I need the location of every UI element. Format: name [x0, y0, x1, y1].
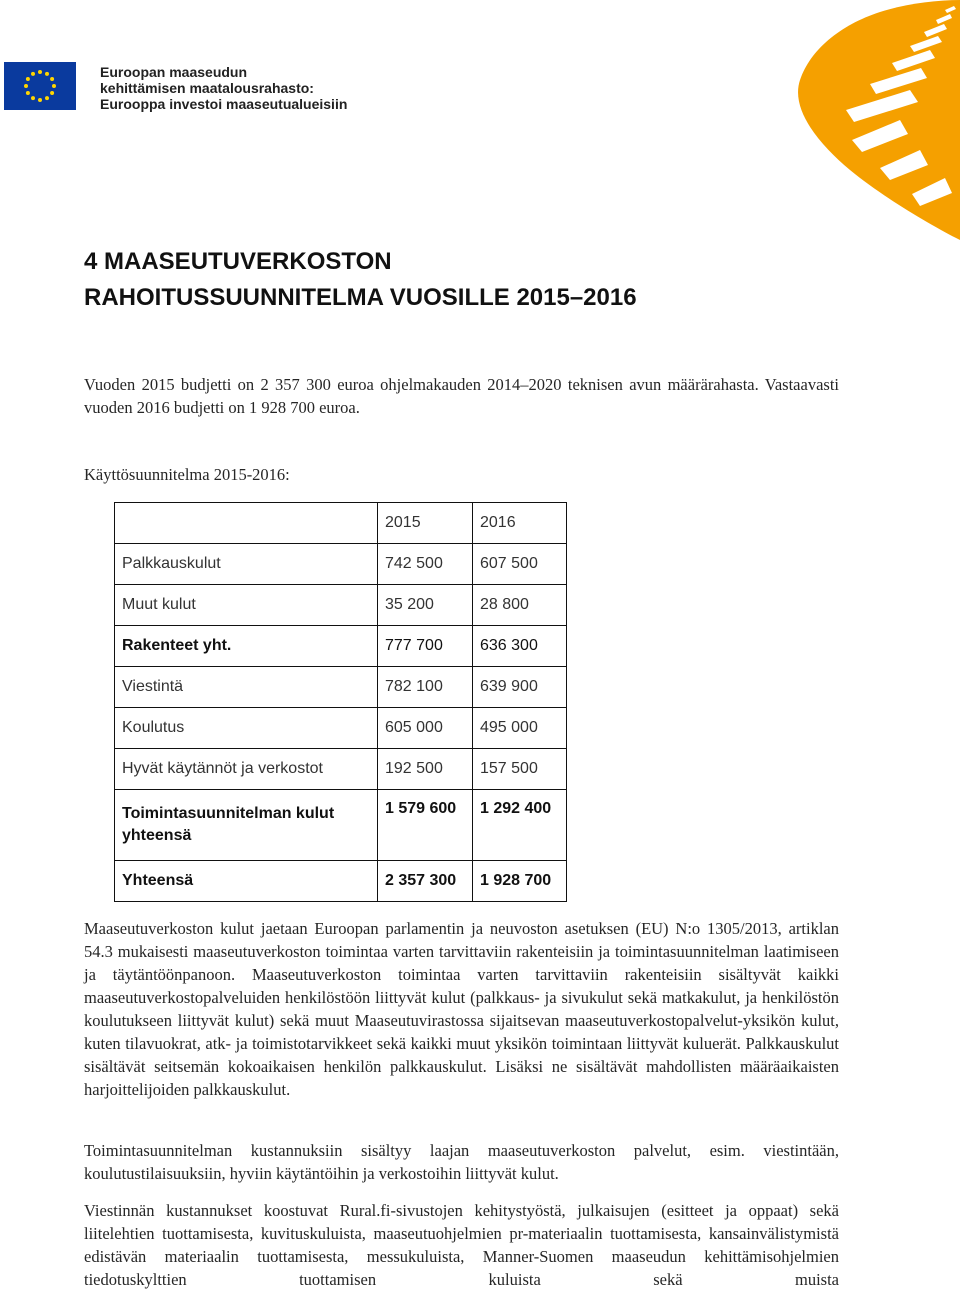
row-label: Muut kulut: [115, 585, 378, 626]
value-2016: 636 300: [473, 626, 567, 667]
value-2016: 607 500: [473, 544, 567, 585]
row-label: Palkkauskulut: [115, 544, 378, 585]
row-label: Toimintasuunnitelman kulut yhteensä: [115, 790, 378, 861]
table-header-row: [115, 503, 567, 544]
value-2015: 777 700: [378, 626, 473, 667]
logo-line-3: Eurooppa investoi maaseutualueisiin: [100, 96, 348, 112]
row-label: Koulutus: [115, 708, 378, 749]
value-2015: 782 100: [378, 667, 473, 708]
logo-text: [100, 64, 347, 112]
value-2015: 605 000: [378, 708, 473, 749]
value-2015: 2 357 300: [378, 861, 473, 902]
table-row: [115, 626, 567, 667]
value-2016: 1 928 700: [473, 861, 567, 902]
value-2016: 495 000: [473, 708, 567, 749]
eu-flag-icon: [4, 62, 76, 110]
action-plan-paragraph: Toimintasuunnitelman kustannuksiin sisältyy laajan maaseutuverkoston palvelut, esim. viestintään, koulutustilaisuuksiin, hyviin käytäntöihin ja verkostoihin liittyvät kulut.: [84, 1141, 839, 1183]
row-label: Viestintä: [115, 667, 378, 708]
logo-line-2: kehittämisen maatalousrahasto:: [100, 80, 314, 96]
table-header-cell: 2016: [473, 503, 567, 544]
page-title: [84, 244, 637, 316]
table-row: [115, 585, 567, 626]
value-2015: 742 500: [378, 544, 473, 585]
row-label: Hyvät käytännöt ja verkostot: [115, 749, 378, 790]
title-line-1: 4 MAASEUTUVERKOSTON: [84, 248, 392, 275]
costs-paragraph: Maaseutuverkoston kulut jaetaan Euroopan parlamentin ja neuvoston asetuksen (EU) N:o 1305/2013, artiklan 54.3 mukaisesti maaseutuverkoston toimintaa varten tarvittaviin rakenteisiin ja toimintasuunnitelman laatimiseen ja täytäntöönpanoon. Maaseutuverkoston toimintaa varten tarvittaviin rakenteisiin sisältyvät kaikki maaseutuverkostopalveluiden henkilöstöön liittyvät kulut (palkkaus- ja sivukulut sekä matkakulut, ja henkilöstön koulutukseen liittyvät kulut) sekä muut Maaseutuvirastossa sijaitsevan maaseutuverkostopalvelut-yksikön kulut, kuten tilavuokrat, atk- ja toimistotarvikkeet sekä kaikki muut yksikön toimintaan liittyvät kuluerät. Palkkauskulut sisältävät seitsemän kokoaikaisen henkilön palkkauskulut. Lisäksi ne sisältävät mahdollisten määräaikaisten harjoittelijoiden palkkauskulut.: [84, 919, 839, 1099]
table-row: [115, 861, 567, 902]
value-2016: 1 292 400: [473, 790, 567, 861]
table-row: [115, 749, 567, 790]
eu-logo: [4, 62, 347, 112]
title-line-2: RAHOITUSSUUNNITELMA VUOSILLE 2015–2016: [84, 284, 637, 311]
value-2015: 35 200: [378, 585, 473, 626]
table-row: [115, 667, 567, 708]
value-2015: 1 579 600: [378, 790, 473, 861]
table-row: [115, 790, 567, 861]
table-row: [115, 708, 567, 749]
intro-paragraph: Vuoden 2015 budjetti on 2 357 300 euroa ohjelmakauden 2014–2020 teknisen avun määrärahasta. Vastaavasti vuoden 2016 budjetti on 1 928 700 euroa.: [84, 375, 839, 417]
value-2016: 157 500: [473, 749, 567, 790]
value-2015: 192 500: [378, 749, 473, 790]
row-label: Rakenteet yht.: [115, 626, 378, 667]
table-header-cell: [115, 503, 378, 544]
communication-paragraph: Viestinnän kustannukset koostuvat Rural.fi-sivustojen kehitystyöstä, julkaisujen (esitteet ja oppaat) sekä liitelehtien tuottamisesta, kuvituskuluista, maaseutuohjelmien pr-materiaalin tuottamisesta, kansainvälistymistä edistävän materiaalin tuottamisesta, messukuluista, Manner-Suomen maaseudun kehittämisohjelmien tiedotuskylttien tuottamisen kuluista sekä muista: [84, 1201, 839, 1289]
row-label: Yhteensä: [115, 861, 378, 902]
logo-line-1: Euroopan maaseudun: [100, 64, 248, 80]
table-caption: Käyttösuunnitelma 2015-2016:: [84, 465, 290, 484]
table-header-cell: 2015: [378, 503, 473, 544]
table-row: [115, 544, 567, 585]
budget-table: [114, 502, 567, 902]
value-2016: 28 800: [473, 585, 567, 626]
orange-road-decoration: [740, 0, 960, 240]
value-2016: 639 900: [473, 667, 567, 708]
